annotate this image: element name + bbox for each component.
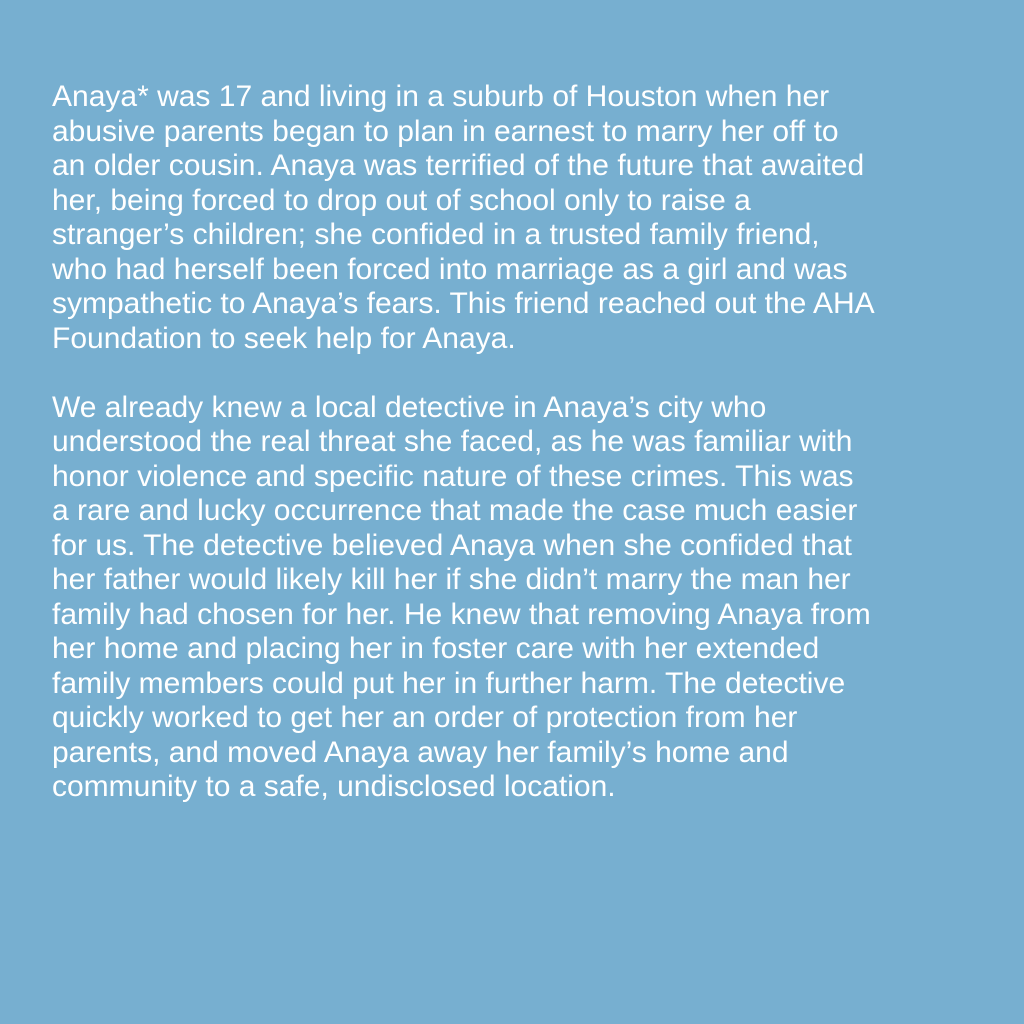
paragraph-spacer xyxy=(52,356,1012,391)
paragraph-line: quickly worked to get her an order of protection from her xyxy=(52,701,798,734)
paragraph-line: stranger’s children; she confided in a trusted family friend, xyxy=(52,218,820,251)
paragraph-line: honor violence and specific nature of these crimes. This was xyxy=(52,459,854,493)
paragraph-line: a rare and lucky occurrence that made the case much easier xyxy=(52,494,858,527)
paragraph-line: who had herself been forced into marriage as a girl and was xyxy=(52,252,848,286)
paragraph-line: parents, and moved Anaya away her family’s home and xyxy=(52,735,789,769)
paragraph-line: an older cousin. Anaya was terrified of the future that awaited xyxy=(52,149,865,182)
story-paragraph-1 xyxy=(52,80,1012,356)
paragraph-line: Foundation to seek help for Anaya. xyxy=(52,321,516,355)
paragraph-line: sympathetic to Anaya’s fears. This friend reached out the AHA xyxy=(52,287,875,320)
story-paragraph-2 xyxy=(52,391,1012,805)
paragraph-line: her home and placing her in foster care with her extended xyxy=(52,632,820,665)
story-text xyxy=(52,80,1012,805)
paragraph-line: understood the real threat she faced, as he was familiar with xyxy=(52,425,853,458)
paragraph-line: abusive parents began to plan in earnest to marry her off to xyxy=(52,114,839,148)
paragraph-line: her father would likely kill her if she didn’t marry the man her xyxy=(52,563,851,596)
paragraph-line: her, being forced to drop out of school only to raise a xyxy=(52,183,751,217)
paragraph-line: community to a safe, undisclosed location. xyxy=(52,770,616,803)
paragraph-line: We already knew a local detective in Anaya’s city who xyxy=(52,390,767,424)
paragraph-line: Anaya* was 17 and living in a suburb of Houston when her xyxy=(52,80,830,113)
paragraph-line: for us. The detective believed Anaya when she confided that xyxy=(52,528,852,562)
paragraph-line: family had chosen for her. He knew that removing Anaya from xyxy=(52,597,871,631)
paragraph-line: family members could put her in further harm. The detective xyxy=(52,666,846,700)
